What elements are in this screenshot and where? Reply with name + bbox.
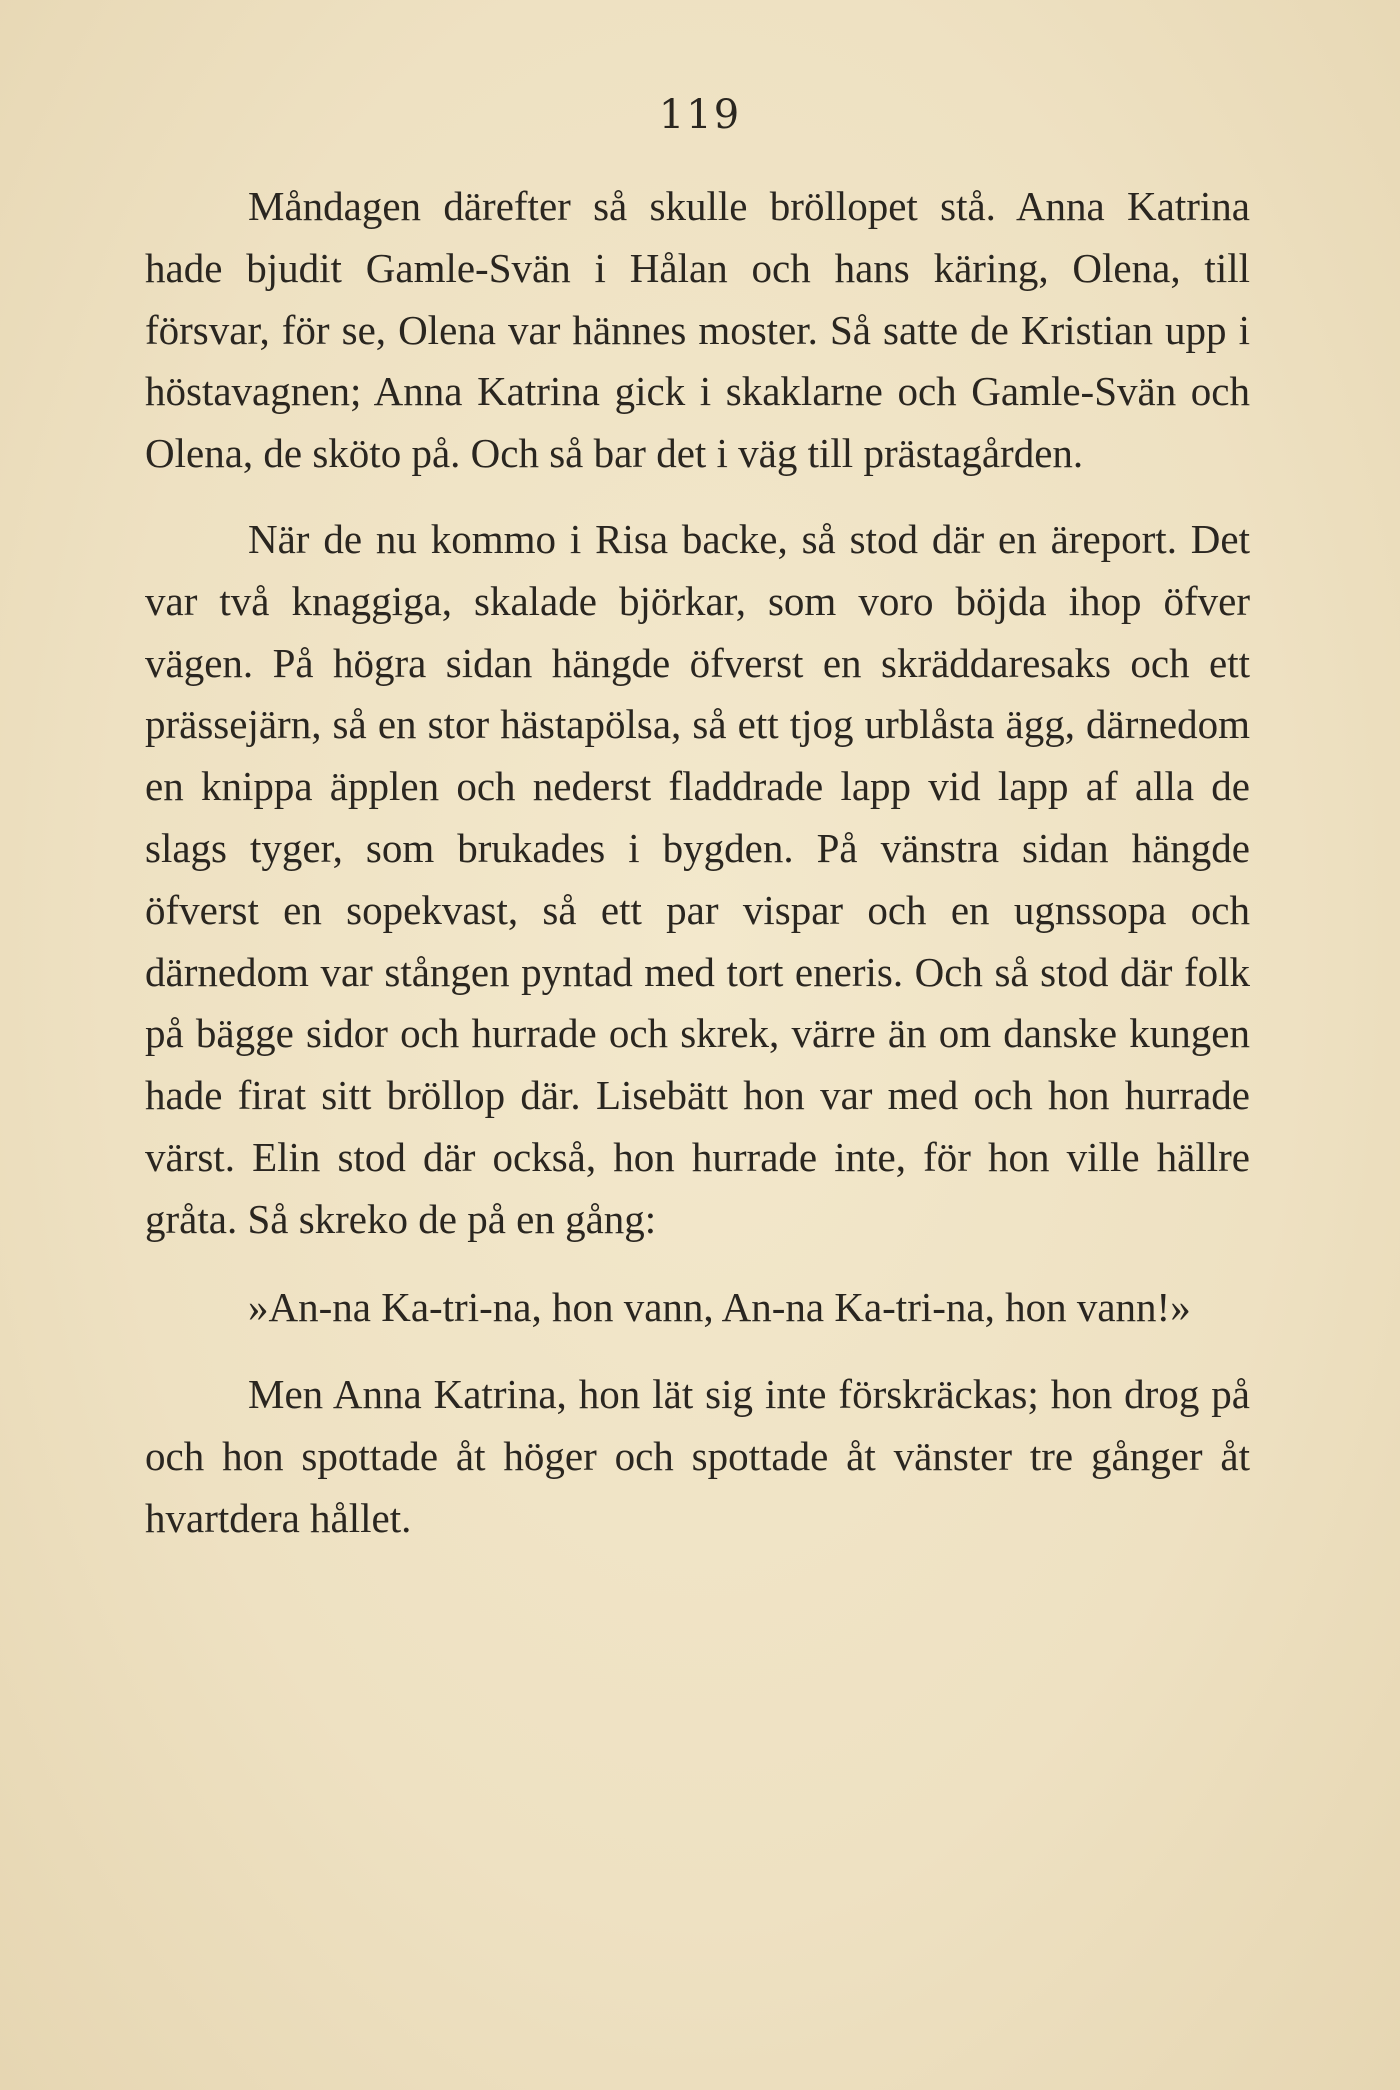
paragraph: Men Anna Katrina, hon lät sig inte förskräckas; hon drog på och hon spottade åt höger och spottade åt vänster tre gånger åt hvartdera hållet. [145, 1371, 1250, 1541]
paragraph: När de nu kommo i Risa backe, så stod där en äreport. Det var två knaggiga, skalade björkar, som voro böjda ihop öfver vägen. På högra sidan hängde öfverst en skräddaresaks och ett prässejärn, så en stor hästapölsa, så ett tjog urblåsta ägg, därnedom en knippa äpplen och nederst fladdrade lapp vid lapp af alla de slags tyger, som brukades i bygden. På vänstra sidan hängde öfverst en sopekvast, så ett par vispar och en ugnssopa och därnedom var stången pyntad med tort eneris. Och så stod där folk på bägge sidor och hurrade och skrek, värre än om danske kungen hade firat sitt bröllop där. Lisebätt hon var med och hon hurrade värst. Elin stod där också, hon hurrade inte, för hon ville hällre gråta. Så skreko de på en gång: [145, 515, 1250, 1242]
page-number: 119 [658, 92, 742, 138]
body-text [145, 176, 1250, 1550]
paragraph: Måndagen därefter så skulle bröllopet stå. Anna Katrina hade bjudit Gamle-Svän i Hålan och hans käring, Olena, till försvar, för se, Olena var hännes moster. Så satte de Kristian upp i höstavagnen; Anna Katrina gick i skaklarne och Gamle-Svän och Olena, de sköto på. Och så bar det i väg till prästagården. [145, 183, 1250, 477]
paragraph-chant: »An-na Ka-tri-na, hon vann, An-na Ka-tri-na, hon vann!» [248, 1283, 1191, 1330]
